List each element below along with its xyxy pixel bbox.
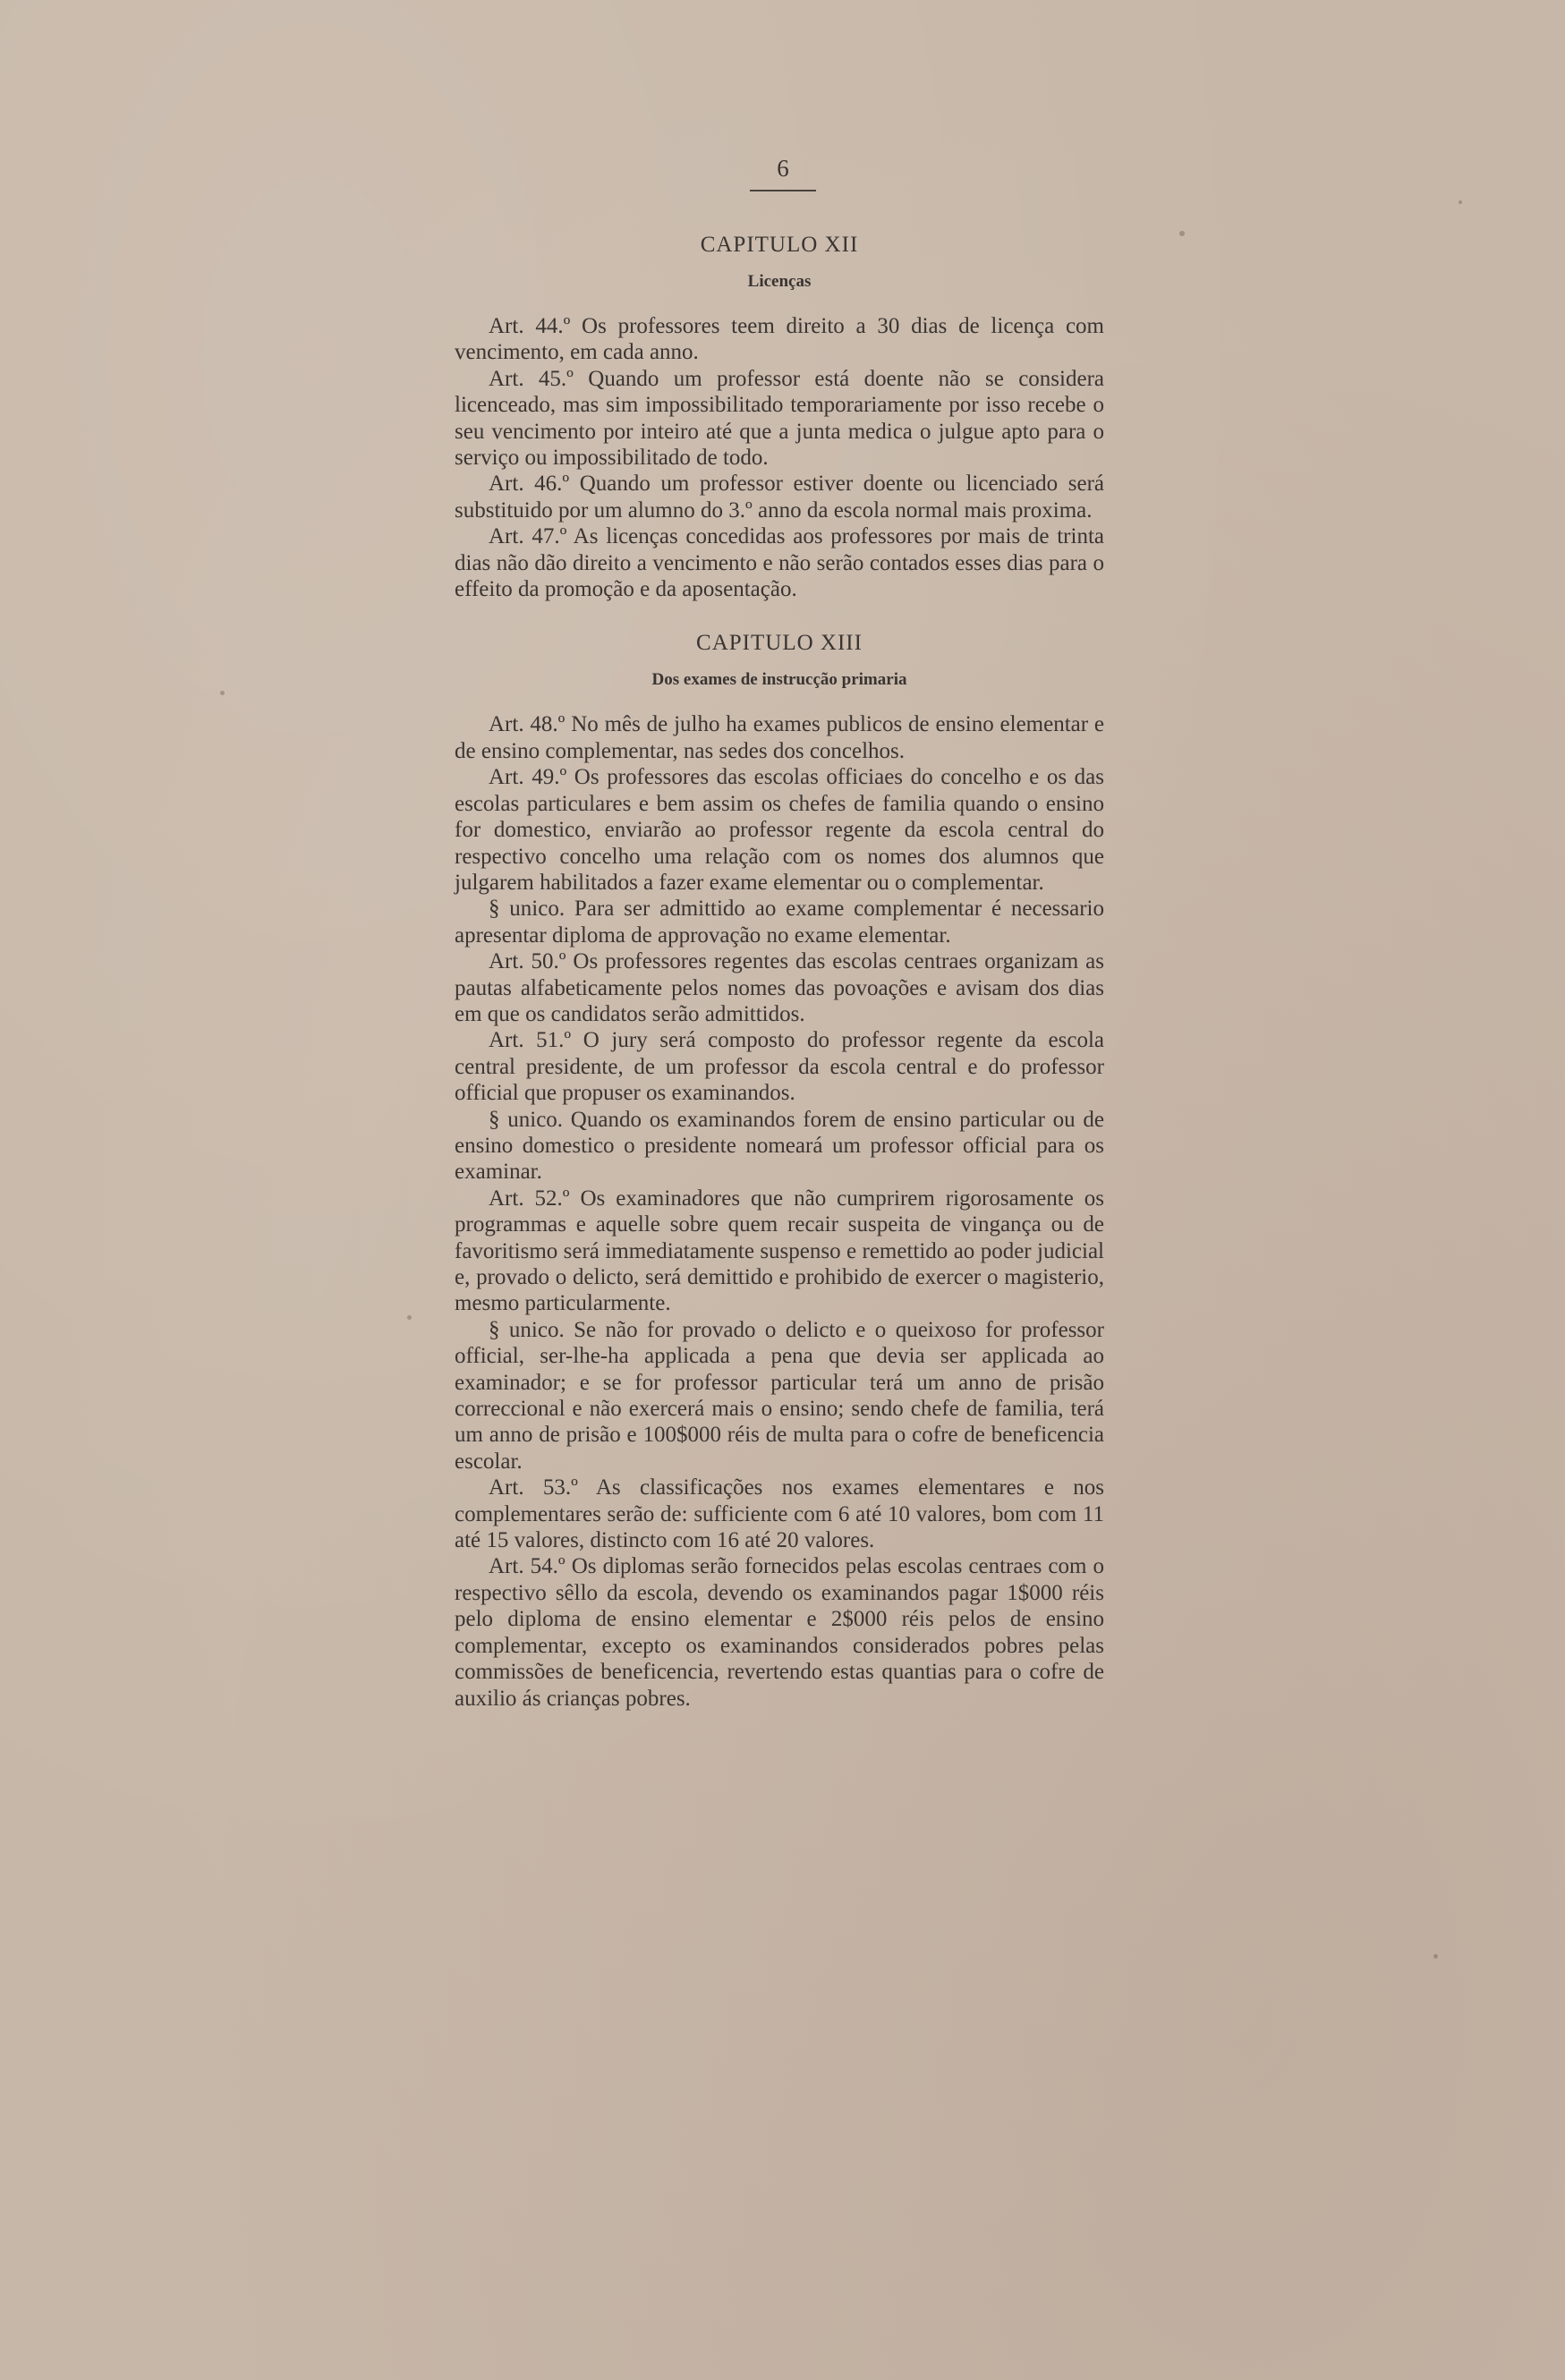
chapter-12-title: CAPITULO XII xyxy=(700,233,859,257)
paper-speck xyxy=(220,691,225,695)
chapter-13-title: CAPITULO XIII xyxy=(696,631,863,656)
article-51: Art. 51.º O jury será composto do professor regente da escola central presidente, de um professor da escola central e do professor official que propuser os examinandos. xyxy=(455,1028,1104,1106)
paper-speck xyxy=(1433,1954,1438,1959)
article-45: Art. 45.º Quando um professor está doente não se considera licenceado, mas sim impossibilitado temporariamente por isso recebe o seu vencimento por inteiro até que a junta medica o julgue apto para o serviço ou impossibilitado de todo. xyxy=(455,366,1104,471)
article-49: Art. 49.º Os professores das escolas officiaes do concelho e os das escolas particulares e bem assim os chefes de familia quando o ensino for domestico, enviarão ao professor regente da escola central do respectivo concelho uma relação com os nomes dos alumnos que julgarem habilitados a fazer exame elementar ou o complementar. xyxy=(455,765,1104,895)
article-44: Art. 44.º Os professores teem direito a 30 dias de licença com vencimento, em cada anno. xyxy=(455,314,1104,365)
paper-speck xyxy=(1459,200,1462,204)
article-50: Art. 50.º Os professores regentes das escolas centraes organizam as pautas alfabeticamente pelos nomes das povoações e avisam dos dias em que os candidatos serão admittidos. xyxy=(455,949,1104,1026)
article-51-paragraph-unico: § unico. Quando os examinandos forem de ensino particular ou de ensino domestico o presidente nomeará um professor official para os examinar. xyxy=(455,1107,1104,1185)
chapter-12-subtitle: Licenças xyxy=(747,272,812,291)
article-52-paragraph-unico: § unico. Se não for provado o delicto e o queixoso for professor official, ser-lhe-ha applicada a pena que devia ser applicada ao examinador; e se for professor particular terá um anno de prisão correccional e não exercerá mais o ensino; sendo chefe de familia, terá um anno de prisão e 100$000 réis de multa para o cofre de beneficencia escolar. xyxy=(455,1317,1104,1474)
article-46: Art. 46.º Quando um professor estiver doente ou licenciado será substituido por um alumno do 3.º anno da escola normal mais proxima. xyxy=(455,472,1104,523)
page-number: 6 xyxy=(777,155,789,182)
section-gap xyxy=(455,602,1104,625)
article-47: Art. 47.º As licenças concedidas aos professores por mais de trinta dias não dão direito a vencimento e não serão contados esses dias para o effeito da promoção e da aposentação. xyxy=(455,524,1104,602)
article-52: Art. 52.º Os examinadores que não cumprirem rigorosamente os programmas e aquelle sobre quem recair suspeita de vingança ou de favoritismo será immediatamente suspenso e remettido ao poder judicial e, provado o delicto, será demittido e prohibido de exercer o magisterio, mesmo particularmente. xyxy=(455,1186,1104,1316)
article-54: Art. 54.º Os diplomas serão fornecidos pelas escolas centraes com o respectivo sêllo da escola, devendo os examinandos pagar 1$000 réis pelo diploma de ensino elementar e 2$000 réis pelos de ensino complementar, excepto os examinandos considerados pobres pelas commissões de beneficencia, revertendo estas quantias para o cofre de auxilio ás crianças pobres. xyxy=(455,1554,1104,1711)
article-48: Art. 48.º No mês de julho ha exames publicos de ensino elementar e de ensino complementar, nas sedes dos concelhos. xyxy=(455,712,1104,763)
paper-speck xyxy=(407,1315,412,1320)
article-53: Art. 53.º As classificações nos exames elementares e nos complementares serão de: sufficiente com 6 até 10 valores, bom com 11 até 15 valores, distincto com 16 até 20 valores. xyxy=(455,1475,1104,1553)
paper-speck xyxy=(1179,231,1185,236)
page-number-rule xyxy=(750,190,816,191)
article-49-paragraph-unico: § unico. Para ser admittido ao exame complementar é necessario apresentar diploma de approvação no exame elementar. xyxy=(455,897,1104,948)
text-column xyxy=(455,227,1104,1712)
chapter-13-subtitle: Dos exames de instrucção primaria xyxy=(651,670,907,690)
